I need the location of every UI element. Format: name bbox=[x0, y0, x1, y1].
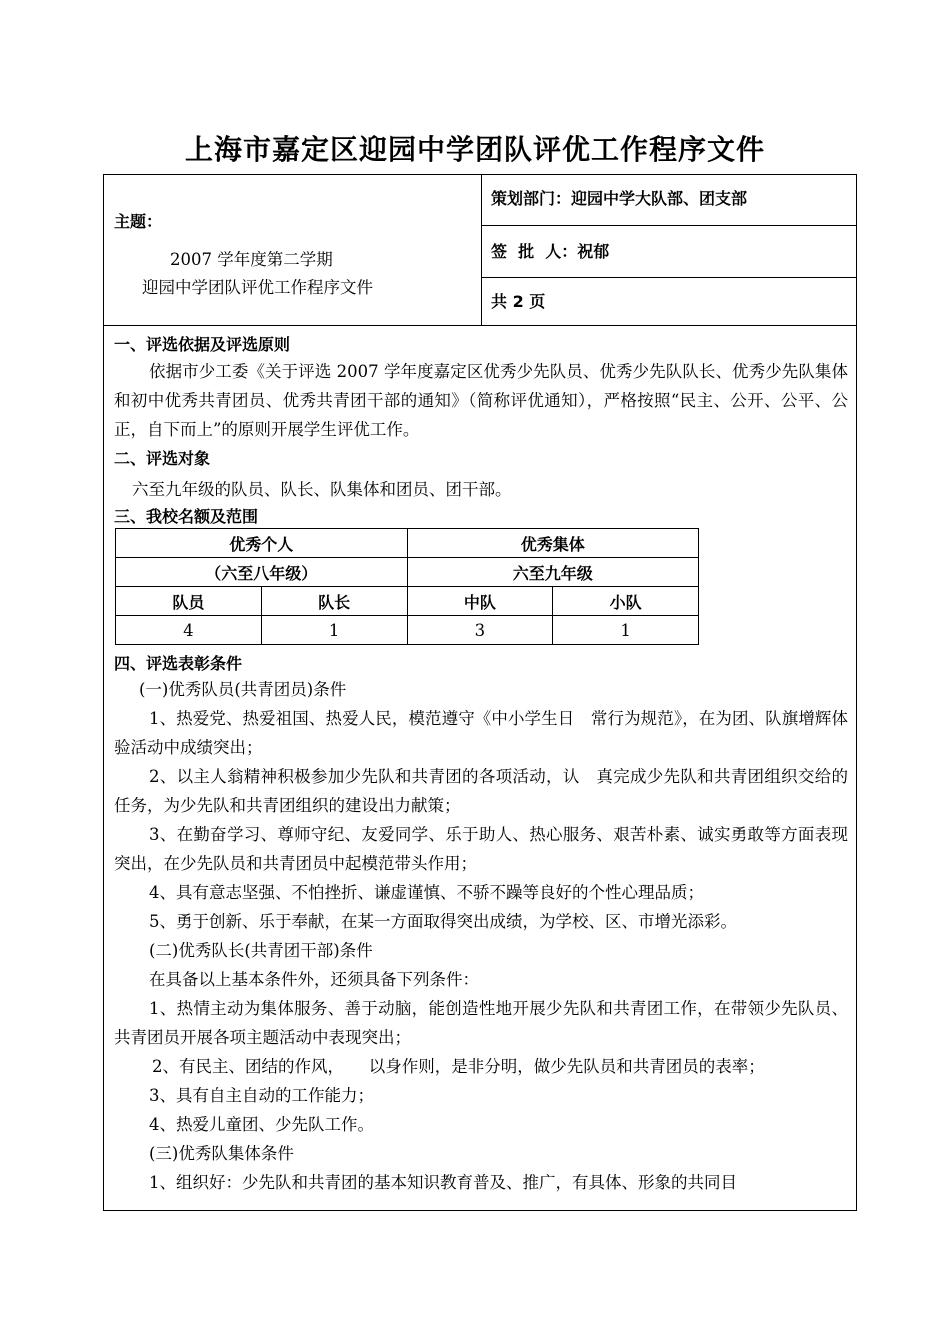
section-1-heading: 一、评选依据及评选原则 bbox=[114, 335, 291, 354]
condition-item: 2、有民主、团结的作风， 以身作则，是非分明，做少先队员和共青团员的表率； bbox=[152, 1057, 765, 1076]
section-2-heading: 二、评选对象 bbox=[114, 449, 211, 468]
quota-sub-team: 小队 bbox=[553, 587, 699, 616]
section-4-body bbox=[114, 675, 848, 1197]
approver: 签 批 人：祝郁 bbox=[491, 242, 610, 261]
section-3-heading: 三、我校名额及范围 bbox=[114, 507, 259, 526]
section-2-body: 六至九年级的队员、队长、队集体和团员、团干部。 bbox=[132, 480, 512, 499]
header-divider-vertical bbox=[481, 174, 482, 326]
quota-range-individual: （六至八年级） bbox=[116, 558, 408, 587]
section-4-heading: 四、评选表彰条件 bbox=[114, 654, 243, 673]
document-title: 上海市嘉定区迎园中学团队评优工作程序文件 bbox=[184, 133, 765, 166]
condition-item: 4、热爱儿童团、少先队工作。 bbox=[149, 1115, 374, 1134]
subject-name: 迎园中学团队评优工作程序文件 bbox=[142, 278, 373, 297]
quota-range-group: 六至九年级 bbox=[407, 558, 699, 587]
header-bottom-rule bbox=[103, 325, 857, 326]
condition-item: 1、热情主动为集体服务、善于动脑，能创造性地开展少先队和共青团工作，在带领少先队员、共青团员开展各项主题活动中表现突出； bbox=[114, 999, 848, 1047]
condition-item: 在具备以上基本条件外，还须具备下列条件： bbox=[149, 970, 479, 989]
section-1-body bbox=[114, 357, 848, 444]
quota-sub-member: 队员 bbox=[116, 587, 262, 616]
subject-label: 主题： bbox=[114, 212, 163, 231]
quota-value-team: 1 bbox=[553, 616, 699, 645]
section-1-paragraph: 依据市少工委《关于评选 2007 学年度嘉定区优秀少先队员、优秀少先队队长、优秀少先队集体和初中优秀共青团员、优秀共青团干部的通知》（简称评优通知），严格按照“民主、公开、公平、公正，自下而上”的原则开展学生评优工作。 bbox=[114, 362, 848, 439]
condition-item: 2、以主人翁精神积极参加少先队和共青团的各项活动，认 真完成少先队和共青团组织交给的任务，为少先队和共青团组织的建设出力献策； bbox=[114, 767, 848, 815]
quota-value-squadron: 3 bbox=[407, 616, 553, 645]
quota-sub-squadron: 中队 bbox=[407, 587, 553, 616]
header-divider-2 bbox=[481, 277, 857, 278]
planning-department: 策划部门：迎园中学大队部、团支部 bbox=[491, 189, 748, 208]
header-divider-1 bbox=[481, 225, 857, 226]
condition-item: 1、热爱党、热爱祖国、热爱人民，模范遵守《中小学生日 常行为规范》，在为团、队旗增辉体验活动中成绩突出； bbox=[114, 709, 848, 757]
subsection-heading: (三)优秀队集体条件 bbox=[149, 1144, 294, 1163]
condition-item: 5、勇于创新、乐于奉献，在某一方面取得突出成绩，为学校、区、市增光添彩。 bbox=[149, 912, 737, 931]
condition-item: 3、具有自主自动的工作能力； bbox=[149, 1086, 374, 1105]
subsection-heading: (一)优秀队员(共青团员)条件 bbox=[139, 680, 347, 699]
quota-value-member: 4 bbox=[116, 616, 262, 645]
subsection-heading: (二)优秀队长(共青团干部)条件 bbox=[149, 941, 373, 960]
quota-sub-leader: 队长 bbox=[261, 587, 407, 616]
quota-header-group: 优秀集体 bbox=[407, 529, 699, 558]
condition-item: 3、在勤奋学习、尊师守纪、友爱同学、乐于助人、热心服务、艰苦朴素、诚实勇敢等方面表现突出，在少先队员和共青团员中起模范带头作用； bbox=[114, 825, 848, 873]
condition-item: 4、具有意志坚强、不怕挫折、谦虚谨慎、不骄不躁等良好的个性心理品质； bbox=[149, 883, 704, 902]
quota-value-leader: 1 bbox=[261, 616, 407, 645]
quota-table bbox=[115, 528, 699, 645]
condition-item: 1、组织好：少先队和共青团的基本知识教育普及、推广，有具体、形象的共同目 bbox=[149, 1173, 737, 1192]
quota-header-individual: 优秀个人 bbox=[116, 529, 408, 558]
subject-term: 2007 学年度第二学期 bbox=[170, 250, 333, 269]
page-count: 共 2 页 bbox=[491, 292, 546, 311]
